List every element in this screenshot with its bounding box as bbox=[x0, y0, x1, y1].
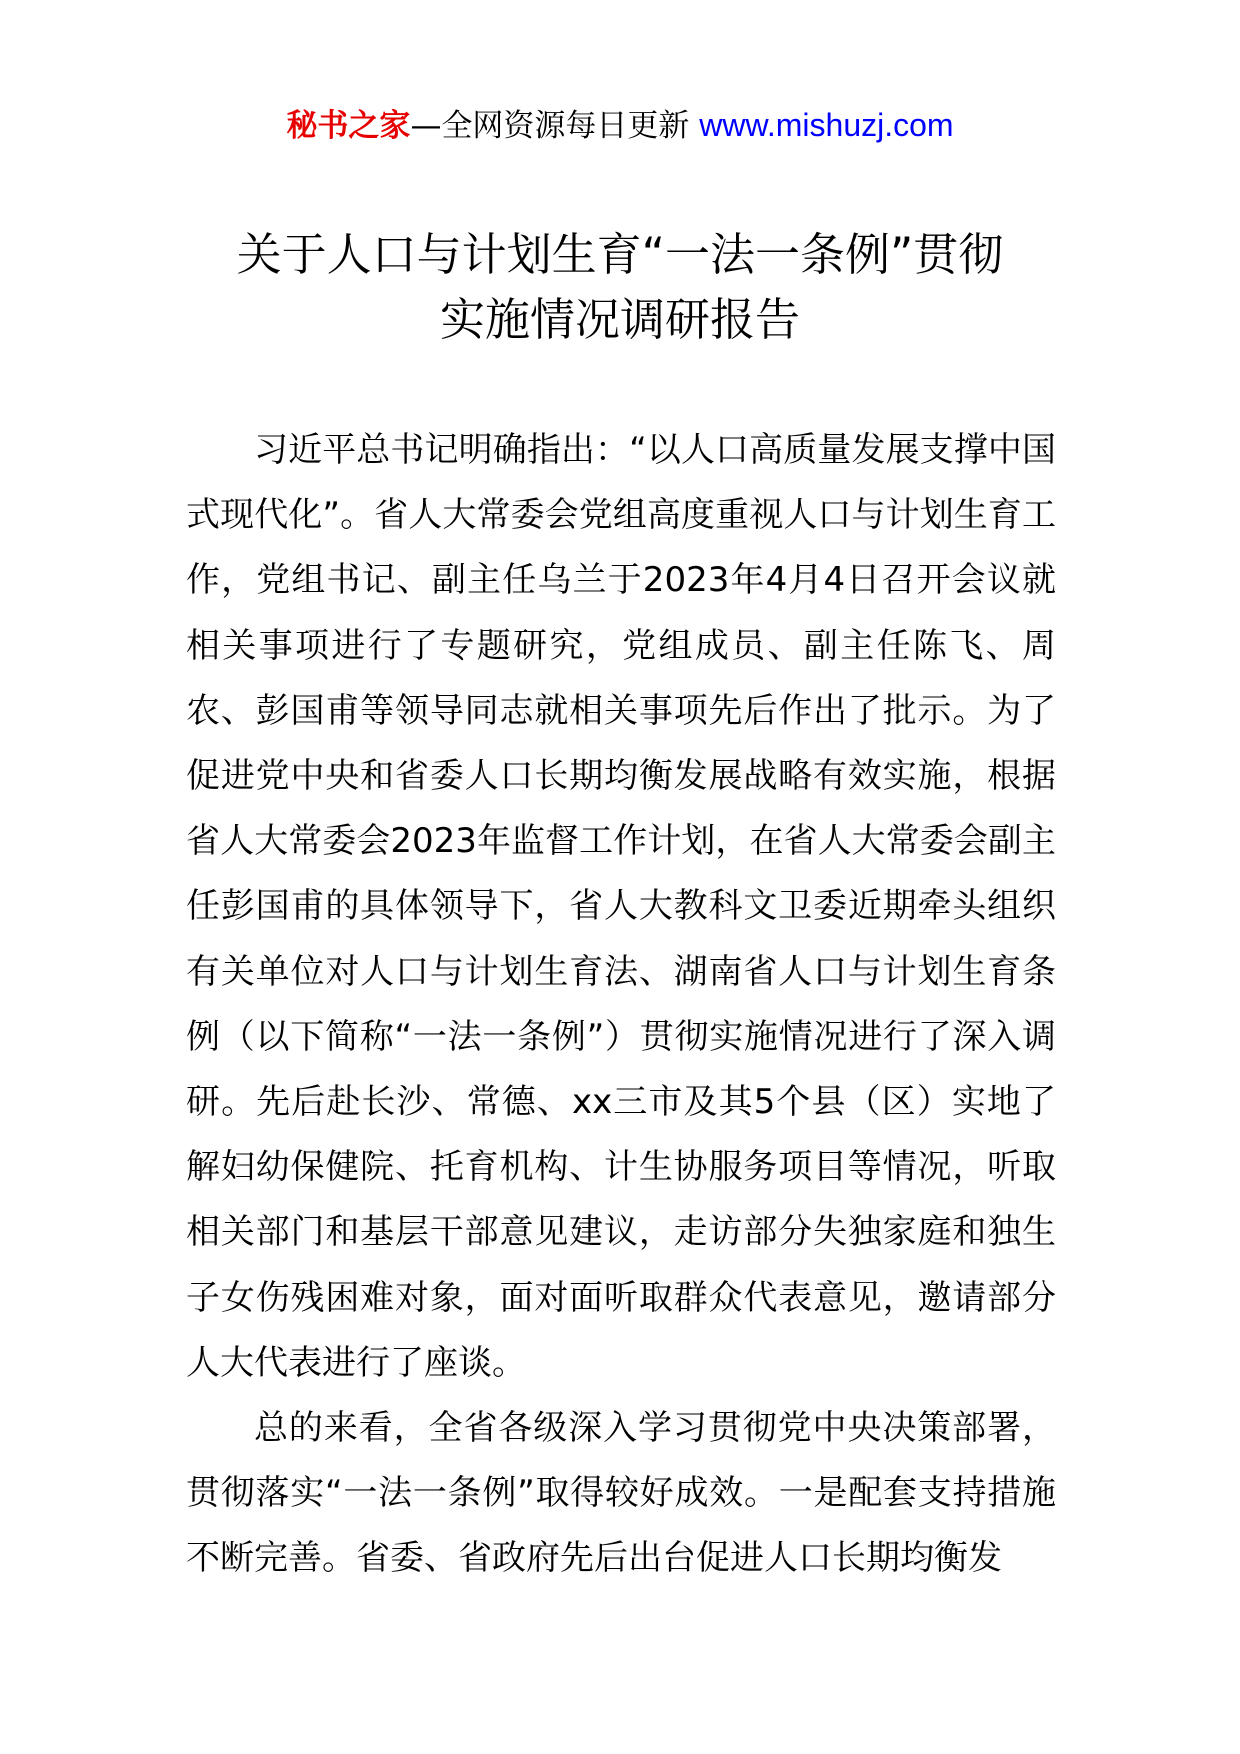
title-line-2: 实施情况调研报告 bbox=[439, 293, 800, 346]
document-body bbox=[186, 418, 1056, 1592]
paragraph-1: 习近平总书记明确指出：“以人口高质量发展支撑中国式现代化”。省人大常委会党组高度重视人口与计划生育工作，党组书记、副主任乌兰于2023年4月4日召开会议就相关事项进行了专题研究，党组成员、副主任陈飞、周农、彭国甫等领导同志就相关事项先后作出了批示。为了促进党中央和省委人口长期均衡发展战略有效实施，根据省人大常委会2023年监督工作计划，在省人大常委会副主任彭国甫的具体领导下，省人大教科文卫委近期牵头组织有关单位对人口与计划生育法、湖南省人口与计划生育条例（以下简称“一法一条例”）贯彻实施情况进行了深入调研。先后赴长沙、常德、xx三市及其5个县（区）实地了解妇幼保健院、托育机构、计生协服务项目等情况，听取相关部门和基层干部意见建议，走访部分失独家庭和独生子女伤残困难对象，面对面听取群众代表意见，邀请部分人大代表进行了座谈。 bbox=[186, 430, 1056, 1383]
site-header bbox=[0, 100, 1240, 151]
title-line-1: 关于人口与计划生育“一法一条例”贯彻 bbox=[236, 228, 1004, 281]
header-tagline: —全网资源每日更新 bbox=[410, 108, 700, 144]
site-url-link[interactable]: www.mishuzj.com bbox=[699, 107, 954, 143]
paragraph-2: 总的来看，全省各级深入学习贯彻党中央决策部署，贯彻落实“一法一条例”取得较好成效。一是配套支持措施不断完善。省委、省政府先后出台促进人口长期均衡发 bbox=[186, 1408, 1056, 1579]
brand-name: 秘书之家 bbox=[286, 108, 411, 144]
document-title bbox=[150, 222, 1090, 352]
